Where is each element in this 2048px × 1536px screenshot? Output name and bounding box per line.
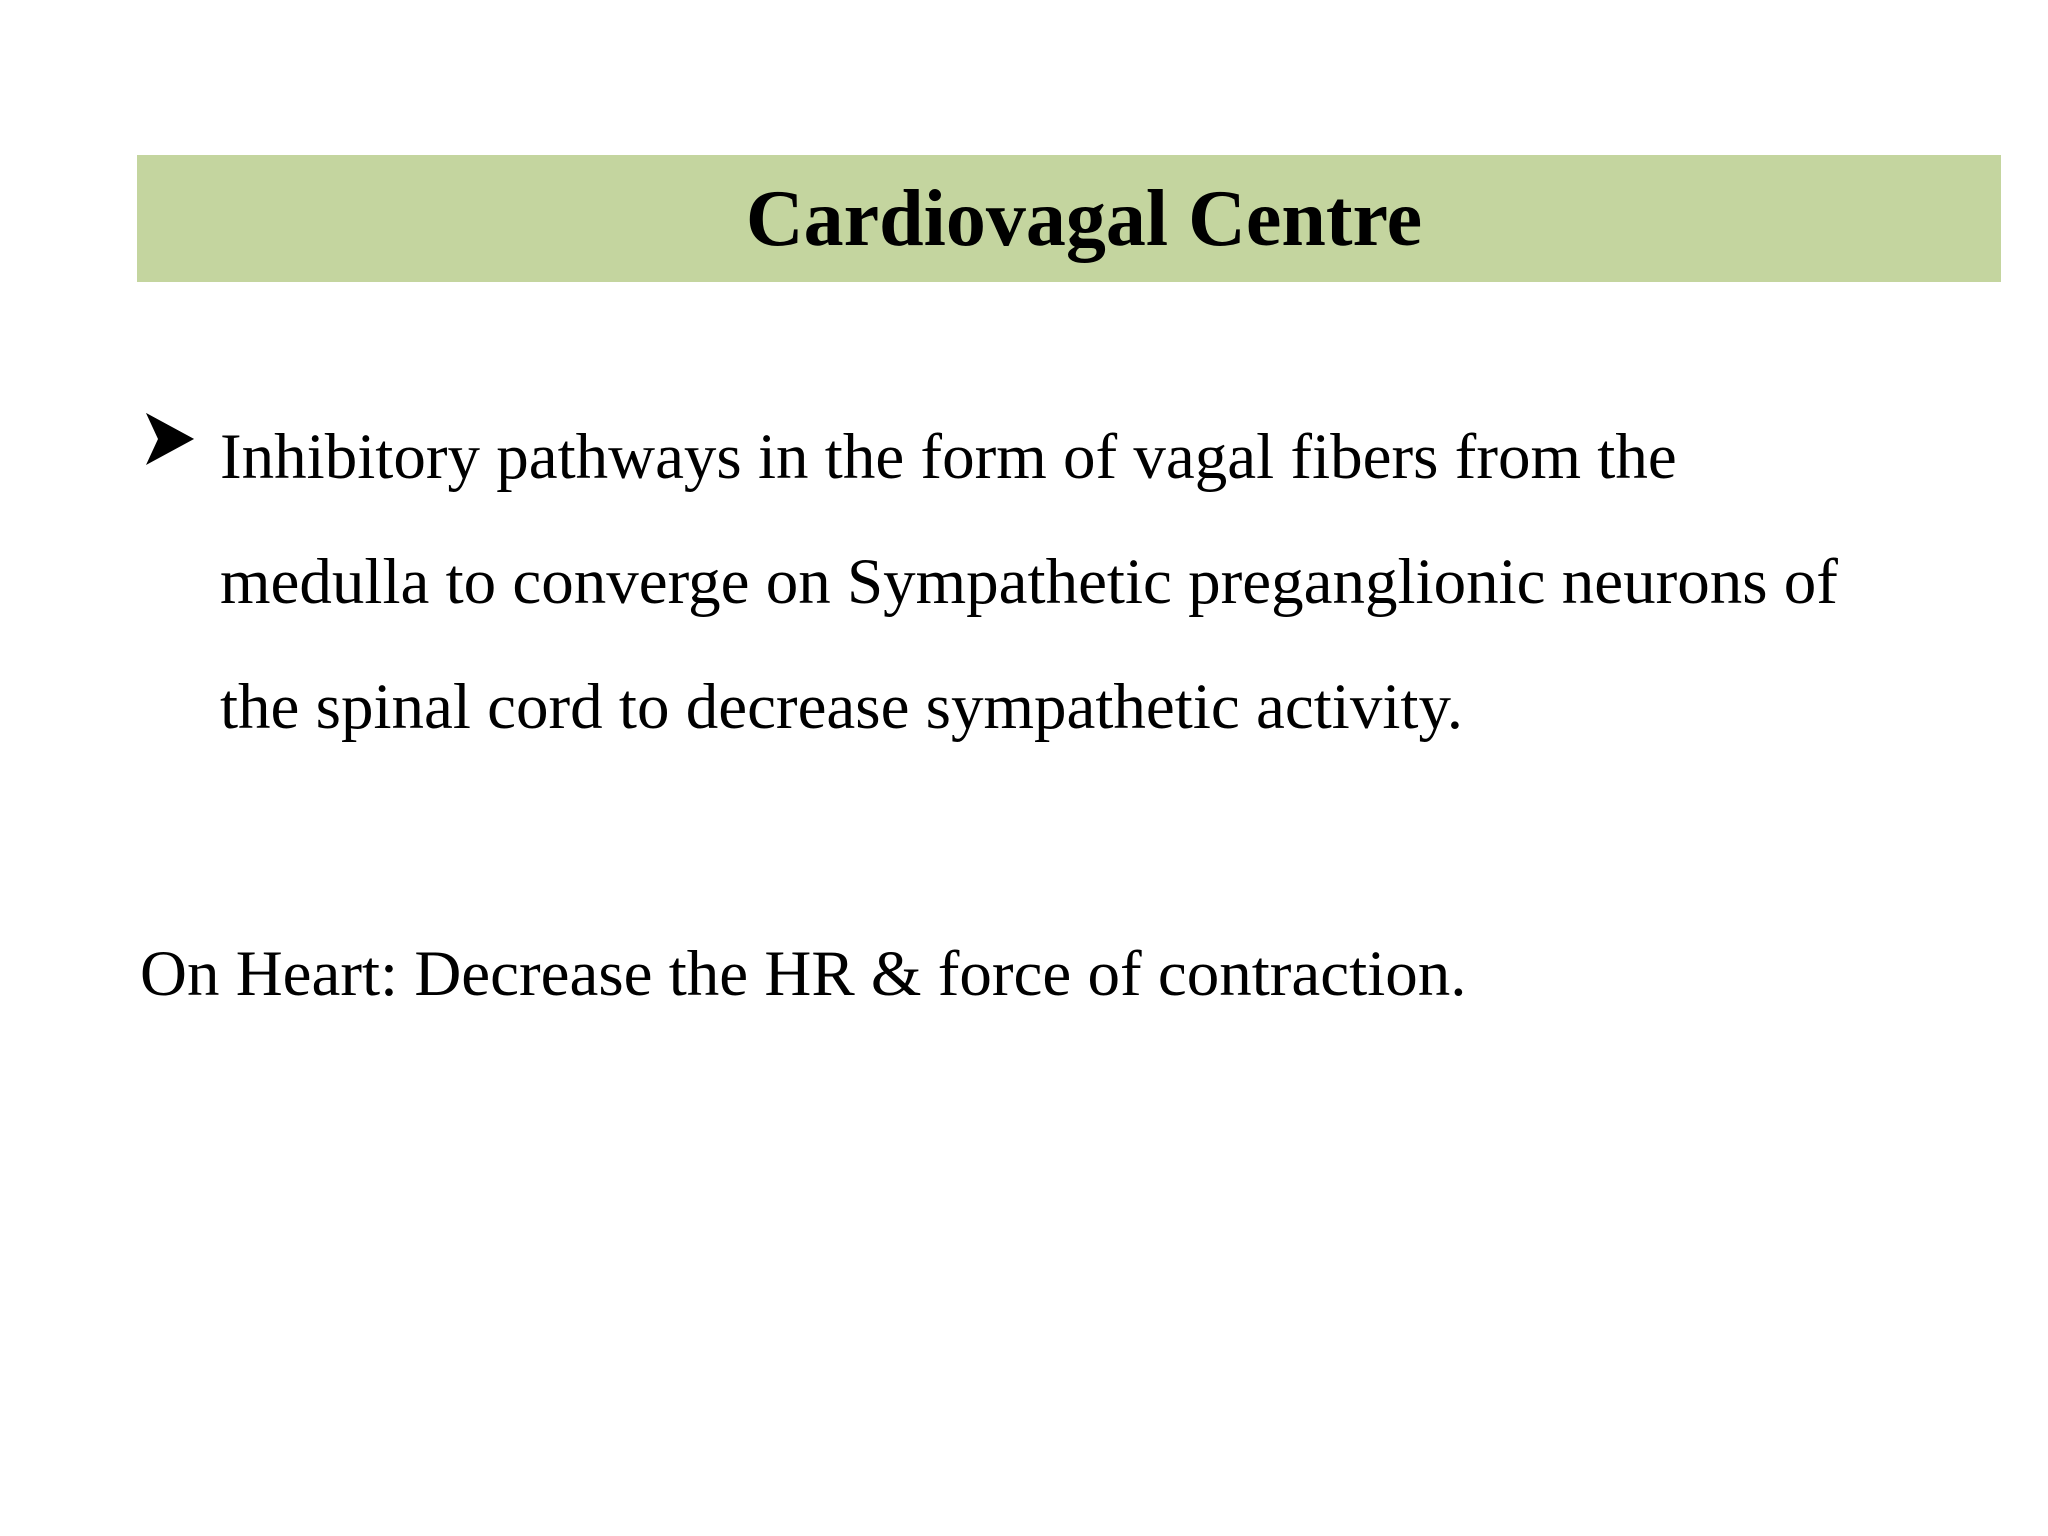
heart-effect-text: On Heart: Decrease the HR & force of contraction.: [140, 938, 1467, 1010]
title-banner: [137, 155, 2001, 282]
bullet-text: Inhibitory pathways in the form of vagal fibers from the medulla to converge on Sympathetic preganglionic neurons of the spinal cord to decrease sympathetic activity.: [220, 421, 1838, 743]
bullet-item: [140, 395, 2010, 770]
arrowhead-bullet-icon: [146, 413, 194, 465]
slide-title: Cardiovagal Centre: [745, 174, 1423, 263]
